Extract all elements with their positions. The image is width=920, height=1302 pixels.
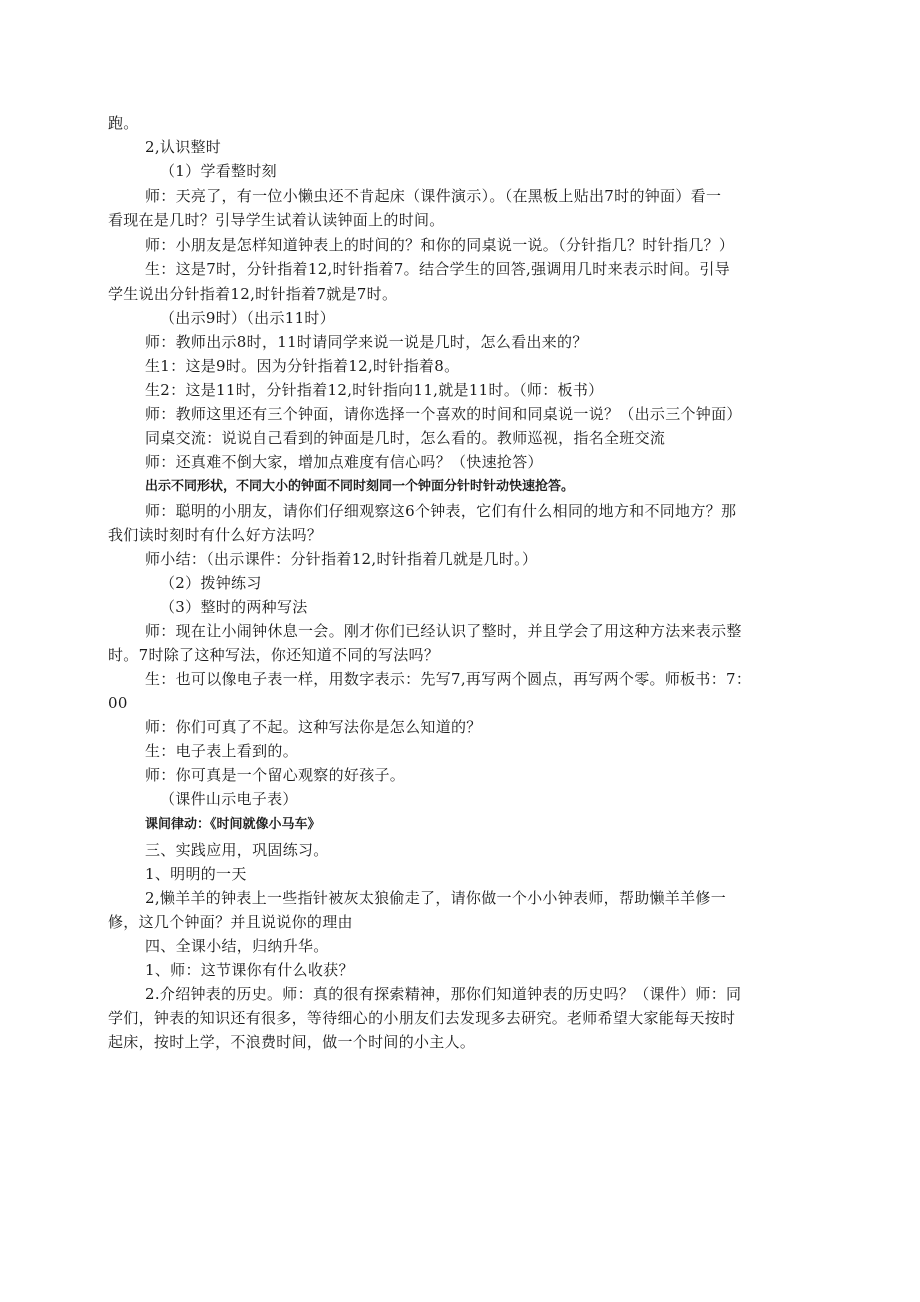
bold-note: 出示不同形状，不同大小的钟面不同时刻同一个钟面分针时针动快速抢答。 [145,479,575,494]
text-line: 学生说出分针指着12,时针指着7就是7时。 [108,285,398,303]
text-line: 师：现在让小闹钟休息一会。刚才你们已经认识了整时，并且学会了用这种方法来表示整 [145,622,742,640]
text-line: 生：电子表上看到的。 [145,742,299,760]
text-line: 我们读时刻时有什么好方法吗？ [108,526,323,544]
text-line: 师：天亮了，有一位小懒虫还不肯起床（课件演示）。（在黑板上贴出7时的钟面）看一 [145,187,722,205]
text-line: 同桌交流：说说自己看到的钟面是几时，怎么看的。教师巡视，指名全班交流 [145,429,666,447]
section-heading: 2,认识整时 [145,138,222,156]
bold-note: 课间律动：《时间就像小马车》 [145,817,321,832]
text-line: 跑。 [108,114,139,132]
text-line: （课件山示电子表） [160,790,298,808]
text-line: 师：教师出示8时，11时请同学来说一说是几时，怎么看出来的？ [145,333,588,351]
text-line: 看现在是几时？引导学生试着认读钟面上的时间。 [108,211,445,229]
text-line: 2.介绍钟表的历史。师：真的很有探索精神，那你们知道钟表的历史吗？（课件）师：同 [145,985,742,1003]
text-line: 学们，钟表的知识还有很多，等待细心的小朋友们去发现多去研究。老师希望大家能每天按时 [108,1009,736,1027]
subsection-heading: （2）拨钟练习 [160,574,262,592]
subsection-heading: （1）学看整时刻 [160,162,277,180]
text-line: 修，这几个钟面？并且说说你的理由 [108,913,353,931]
text-line: 起床，按时上学，不浪费时间，做一个时间的小主人。 [108,1033,476,1051]
text-line: 师：教师这里还有三个钟面，请你选择一个喜欢的时间和同桌说一说？（出示三个钟面） [145,405,742,423]
text-line: 时。7时除了这种写法，你还知道不同的写法吗？ [108,646,440,664]
text-line: 1、明明的一天 [145,865,247,883]
text-line: 师：小朋友是怎样知道钟表上的时间的？和你的同桌说一说。（分针指几？时针指几？） [145,236,735,254]
text-line: 2,懒羊羊的钟表上一些指针被灰太狼偷走了，请你做一个小小钟表师，帮助懒羊羊修一 [145,889,727,907]
section-heading: 三、实践应用，巩固练习。 [145,841,329,859]
text-line: 师：你可真是一个留心观察的好孩子。 [145,766,406,784]
text-line: 1、师：这节课你有什么收获？ [145,961,354,979]
text-line: 师：聪明的小朋友，请你们仔细观察这6个钟表，它们有什么相同的地方和不同地方？那 [145,502,737,520]
text-line: 生1：这是9时。因为分针指着12,时针指着8。 [145,357,460,375]
section-heading: 四、全课小结，归纳升华。 [145,937,329,955]
text-line: 师：还真难不倒大家，增加点难度有信心吗？（快速抢答） [145,453,543,471]
text-line: 师：你们可真了不起。这种写法你是怎么知道的？ [145,718,482,736]
text-line: （出示9时）（出示11时） [160,309,336,327]
text-line: 生2：这是11时，分针指着12,时针指向11,就是11时。（师：板书） [145,381,604,399]
subsection-heading: （3）整时的两种写法 [160,598,308,616]
text-line: 师小结：（出示课件：分针指着12,时针指着几就是几时。） [145,550,538,568]
text-line: 00 [108,694,128,712]
text-line: 生：也可以像电子表一样，用数字表示：先写7,再写两个圆点，再写两个零。师板书：7： [145,670,752,688]
text-line: 生：这是7时，分针指着12,时针指着7。结合学生的回答,强调用几时来表示时间。引导 [145,260,731,278]
